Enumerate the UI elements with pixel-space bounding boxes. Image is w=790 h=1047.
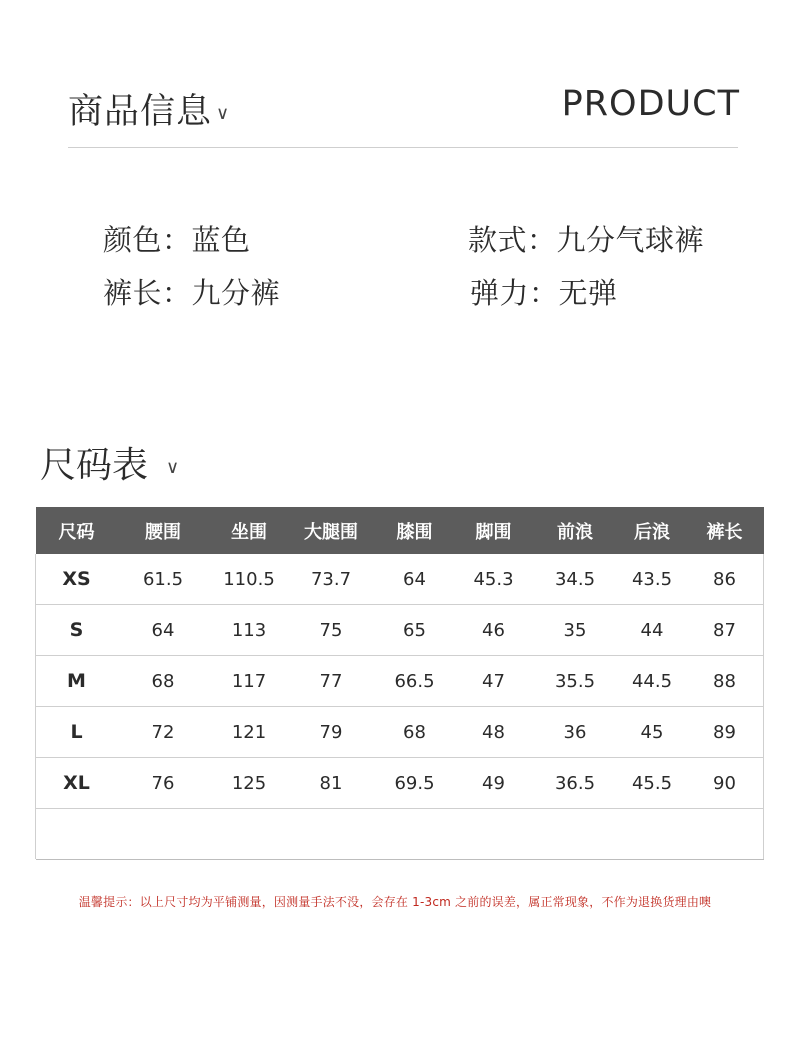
product-info-title-text: 商品信息 [68, 92, 213, 132]
table-cell: 68 [117, 656, 209, 707]
table-cell: 81 [289, 758, 373, 809]
table-cell: XL [36, 758, 117, 809]
table-cell: 36.5 [531, 758, 619, 809]
table-header-row [36, 507, 764, 554]
table-cell: M [36, 656, 117, 707]
size-chart-title-text: 尺码表 [40, 445, 149, 486]
table-cell: 35 [531, 605, 619, 656]
table-row [36, 605, 764, 656]
table-cell: 72 [117, 707, 209, 758]
table-cell: 61.5 [117, 554, 209, 605]
table-cell: 77 [289, 656, 373, 707]
table-cell: 68 [373, 707, 456, 758]
table-cell: 86 [685, 554, 764, 605]
table-cell: 64 [373, 554, 456, 605]
table-cell: L [36, 707, 117, 758]
table-cell: 45.5 [619, 758, 685, 809]
table-row [36, 758, 764, 809]
table-cell: 44.5 [619, 656, 685, 707]
header-knee: 膝围 [373, 507, 456, 554]
size-table [36, 507, 764, 860]
size-chart-title [40, 437, 179, 488]
header-hip: 坐围 [209, 507, 289, 554]
table-cell: S [36, 605, 117, 656]
table-cell: XS [36, 554, 117, 605]
header-hem: 脚围 [456, 507, 531, 554]
info-length: 裤长：九分裤 [103, 276, 281, 310]
table-cell: 88 [685, 656, 764, 707]
table-cell: 43.5 [619, 554, 685, 605]
table-cell: 69.5 [373, 758, 456, 809]
table-row [36, 656, 764, 707]
table-cell: 89 [685, 707, 764, 758]
table-cell: 35.5 [531, 656, 619, 707]
table-cell: 121 [209, 707, 289, 758]
table-cell: 110.5 [209, 554, 289, 605]
table-cell: 64 [117, 605, 209, 656]
table-row [36, 707, 764, 758]
info-stretch: 弹力：无弹 [470, 276, 618, 310]
table-cell: 65 [373, 605, 456, 656]
table-cell-empty [36, 809, 764, 860]
table-cell: 66.5 [373, 656, 456, 707]
table-cell: 46 [456, 605, 531, 656]
header-back-rise: 后浪 [619, 507, 685, 554]
table-cell: 79 [289, 707, 373, 758]
table-cell: 48 [456, 707, 531, 758]
table-cell: 76 [117, 758, 209, 809]
header-size: 尺码 [36, 507, 117, 554]
table-cell: 113 [209, 605, 289, 656]
table-cell: 36 [531, 707, 619, 758]
table-cell: 45 [619, 707, 685, 758]
info-color: 颜色：蓝色 [103, 223, 251, 257]
table-cell: 34.5 [531, 554, 619, 605]
header-length: 裤长 [685, 507, 764, 554]
chevron-down-icon: ∨ [216, 102, 231, 124]
info-style: 款式：九分气球裤 [468, 223, 705, 257]
header-waist: 腰围 [117, 507, 209, 554]
table-cell: 44 [619, 605, 685, 656]
table-cell: 45.3 [456, 554, 531, 605]
header-front-rise: 前浪 [531, 507, 619, 554]
chevron-down-icon: ∨ [166, 456, 180, 478]
table-cell: 73.7 [289, 554, 373, 605]
header-thigh: 大腿围 [289, 507, 373, 554]
table-cell: 87 [685, 605, 764, 656]
table-cell: 125 [209, 758, 289, 809]
table-cell: 90 [685, 758, 764, 809]
table-cell: 49 [456, 758, 531, 809]
product-info-title [68, 84, 230, 134]
table-row [36, 554, 764, 605]
table-cell: 75 [289, 605, 373, 656]
table-cell: 47 [456, 656, 531, 707]
table-cell: 117 [209, 656, 289, 707]
divider [68, 147, 738, 148]
table-row-empty [36, 809, 764, 860]
measurement-note: 温馨提示：以上尺寸均为平铺测量，因测量手法不没，会存在 1-3cm 之前的误差，属正常现象，不作为退换货理由噢 [78, 895, 712, 909]
product-label: PRODUCT [561, 84, 740, 124]
